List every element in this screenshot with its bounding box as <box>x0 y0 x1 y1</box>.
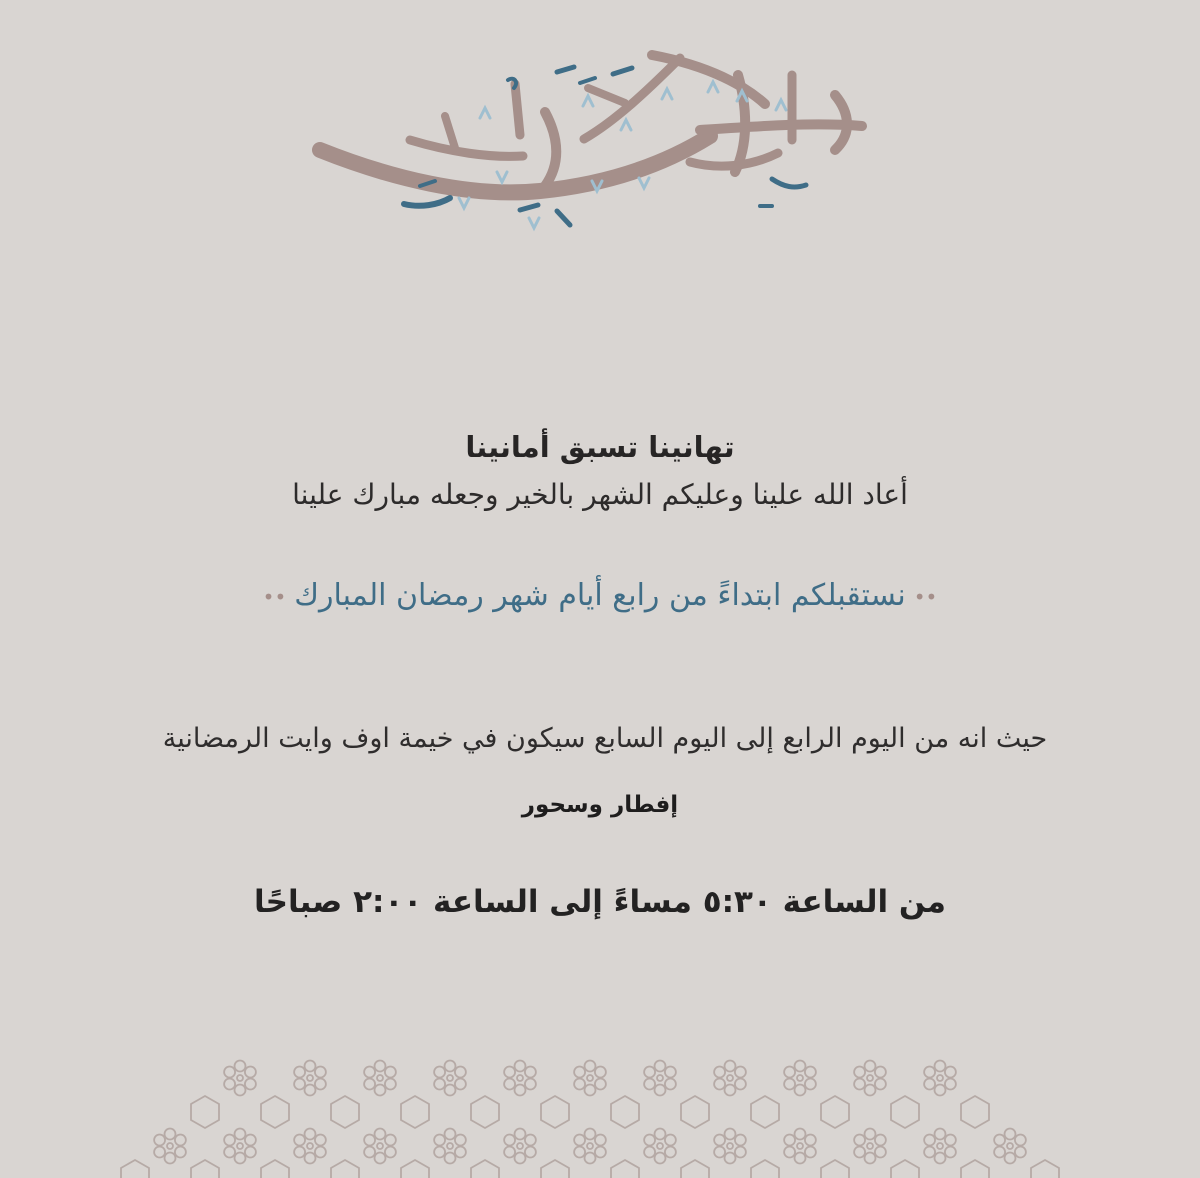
announcement-text: نستقبلكم ابتداءً من رابع أيام شهر رمضان المبارك <box>294 578 906 613</box>
ramadan-kareem-calligraphy-icon <box>0 0 1200 250</box>
details-body: حيث انه من اليوم الرابع إلى اليوم السابع سيكون في خيمة اوف وايت الرمضانية <box>162 723 1048 754</box>
islamic-geometric-pattern-icon <box>0 1050 1200 1178</box>
greeting-subline: أعاد الله علينا وعليكم الشهر بالخير وجعله مبارك علينا <box>292 478 908 511</box>
decorative-dots-left: •• <box>262 584 287 609</box>
greeting-headline: تهانينا تسبق أمانينا <box>465 430 735 464</box>
decorative-dots-right: •• <box>913 584 938 609</box>
details-hours: من الساعة ٥:٣٠ مساءً إلى الساعة ٢:٠٠ صباحًا <box>254 884 946 920</box>
details-meals: إفطار وسحور <box>521 792 679 818</box>
announcement-line <box>0 578 1200 613</box>
